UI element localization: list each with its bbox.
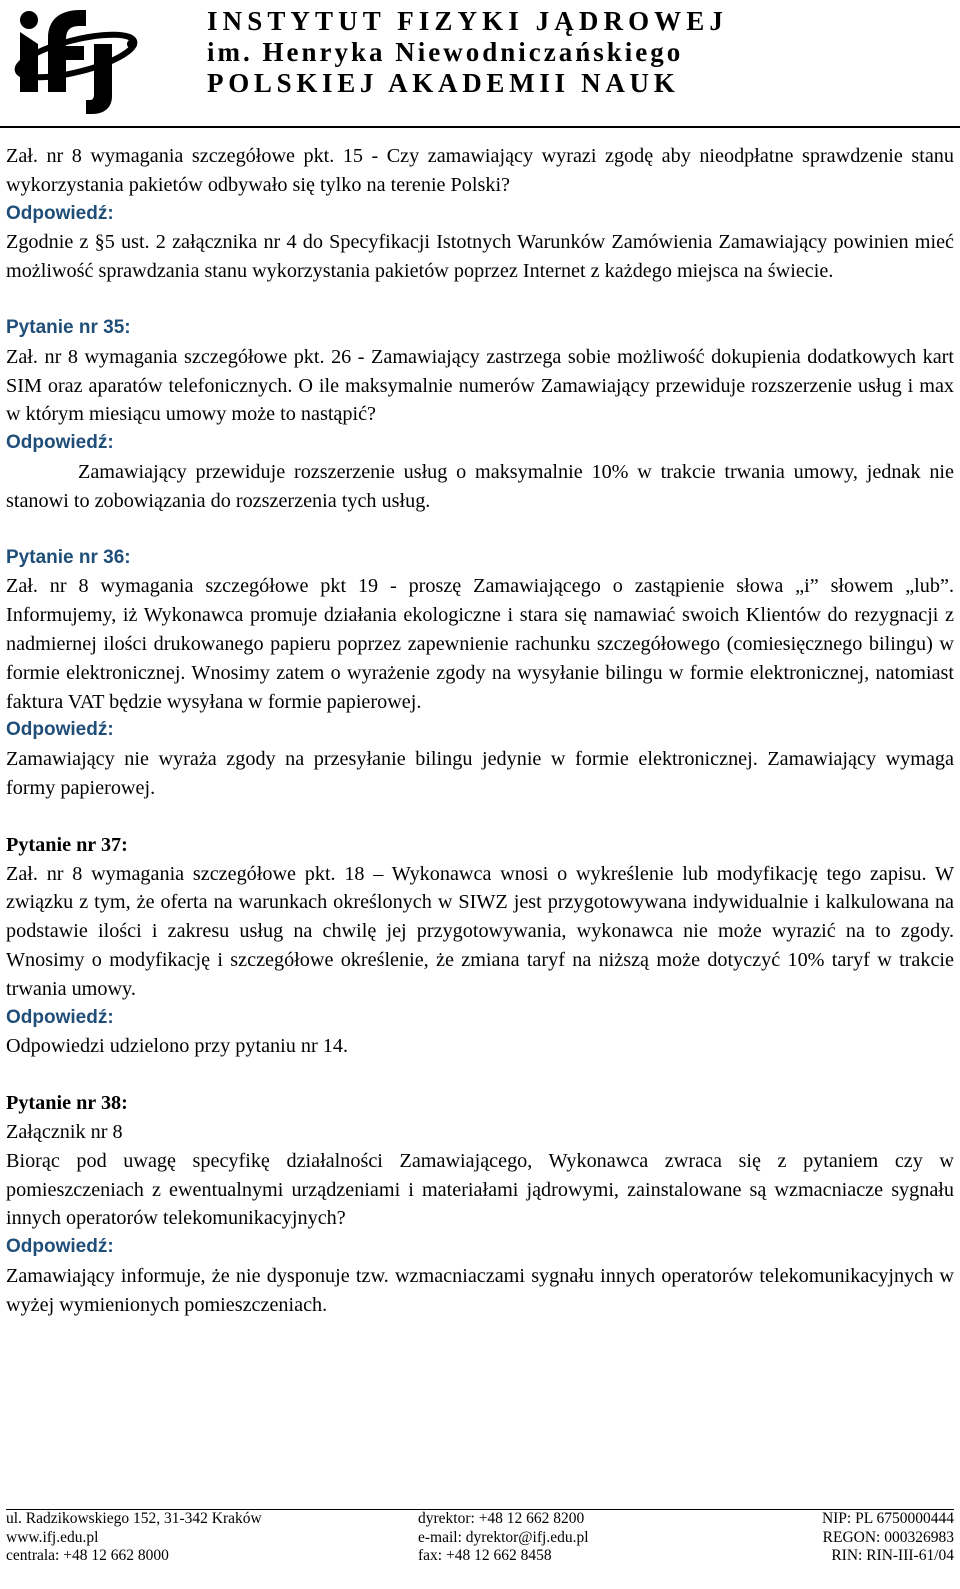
footer-rin: RIN: RIN-III-61/04 [831, 1547, 954, 1564]
q36-answer-label: Odpowiedź: [6, 719, 114, 741]
q38-answer: Zamawiający informuje, że nie dysponuje tzw. wzmacniaczami sygnału innych operatorów telekomunikacyjnych w wyżej wymienionych pomieszczeniach. [6, 1264, 954, 1316]
footer-phone-central: centrala: +48 12 662 8000 [6, 1547, 169, 1564]
q38-question: Biorąc pod uwagę specyfikę działalności Zamawiającego, Wykonawca zwraca się z pytaniem czy w pomieszczeniach z ewentualnymi urządzeniami i materiałami jądrowymi, zainstalowane są wzmacniacze sygnału innych operatorów telekomunikacyjnych? [6, 1149, 954, 1230]
q35-answer-label: Odpowiedź: [6, 432, 114, 454]
q35-label: Pytanie nr 35: [6, 316, 131, 338]
letterhead [0, 0, 960, 128]
header-divider [0, 126, 960, 128]
footer-phone-director: dyrektor: +48 12 662 8200 [418, 1510, 585, 1527]
footer-email: e-mail: dyrektor@ifj.edu.pl [418, 1528, 589, 1546]
ifj-logo-icon [10, 4, 138, 116]
institute-name [207, 6, 947, 99]
q35-answer: Zamawiający przewiduje rozszerzenie usług o maksymalnie 10% w trakcie trwania umowy, jednak nie stanowi to zobowiązania do rozszerzenia tych usług. [6, 460, 954, 512]
institute-name-line2: im. Henryka Niewodniczańskiego [207, 37, 684, 67]
q35-question: Zał. nr 8 wymagania szczegółowe pkt. 26 - Zamawiający zastrzega sobie możliwość dokupienia dodatkowych kart SIM oraz aparatów telefonicznych. O ile maksymalnie numerów Zamawiający przewiduje rozszerzenie usług i max w którym miesiącu umowy może to nastąpić? [6, 345, 954, 426]
q36-question: Zał. nr 8 wymagania szczegółowe pkt 19 - proszę Zamawiającego o zastąpienie słowa „i” słowem „lub”. Informujemy, iż Wykonawca promuje działania ekologiczne i stara się namawiać swoich Klientów do rezygnacji z nadmiernej ilości drukowanego papieru poprzez zapewnienie rachunku szczegółowego (comiesięcznego bilingu) w formie elektronicznej. Wnosimy zatem o wyrażenie zgody na wysyłanie bilingu w formie elektronicznej, natomiast faktura VAT będzie wysyłana w formie papierowej. [6, 575, 954, 713]
institute-name-line3: POLSKIEJ AKADEMII NAUK [207, 68, 680, 98]
footer-fax: fax: +48 12 662 8458 [418, 1547, 552, 1564]
footer-website: www.ifj.edu.pl [6, 1528, 99, 1546]
q37-question: Zał. nr 8 wymagania szczegółowe pkt. 18 – Wykonawca wnosi o wykreślenie lub modyfikację tego zapisu. W związku z tym, że oferta na warunkach określonych w SIWZ jest przygotowywana indywidualnie i kalkulowana na podstawie ilości i zakresu usług na chwilę jej przygotowywania, wykonawca nie może wyrazić na to zgody. Wnosimy o modyfikację i szczegółowe określenie, że zmiana taryf na niższą może dotyczyć 10% taryf w trakcie trwania umowy. [6, 862, 954, 1000]
intro-question: Zał. nr 8 wymagania szczegółowe pkt. 15 - Czy zamawiający wyrazi zgodę aby nieodpłatne sprawdzenie stanu wykorzystania pakietów odbywało się tylko na terenie Polski? [6, 145, 954, 196]
footer-nip: NIP: PL 6750000444 [821, 1510, 954, 1527]
q36-answer: Zamawiający nie wyraża zgody na przesyłanie bilingu jedynie w formie elektronicznej. Zamawiający wymaga formy papierowej. [6, 748, 954, 799]
footer-address-column [6, 1510, 262, 1566]
footer-contact-column [418, 1510, 589, 1566]
q37-answer-label: Odpowiedź: [6, 1006, 114, 1028]
q37-answer: Odpowiedzi udzielono przy pytaniu nr 14. [6, 1035, 348, 1058]
footer-registry-column [822, 1510, 954, 1566]
q36-label: Pytanie nr 36: [6, 546, 131, 568]
q38-attachment: Załącznik nr 8 [6, 1120, 123, 1143]
footer-address: ul. Radzikowskiego 152, 31-342 Kraków [6, 1510, 262, 1527]
footer-regon: REGON: 000326983 [822, 1528, 954, 1546]
q38-answer-label: Odpowiedź: [6, 1236, 114, 1258]
intro-answer-label: Odpowiedź: [6, 202, 114, 224]
q37-label: Pytanie nr 37: [6, 833, 128, 856]
q38-label: Pytanie nr 38: [6, 1092, 128, 1115]
intro-answer: Zgodnie z §5 ust. 2 załącznika nr 4 do Specyfikacji Istotnych Warunków Zamówienia Zamawiający powinien mieć możliwość sprawdzania stanu wykorzystania pakietów poprzez Internet z każdego miejsca na świecie. [6, 231, 954, 283]
document-body [6, 142, 954, 1319]
institute-name-line1: INSTYTUT FIZYKI JĄDROWEJ [207, 6, 728, 36]
